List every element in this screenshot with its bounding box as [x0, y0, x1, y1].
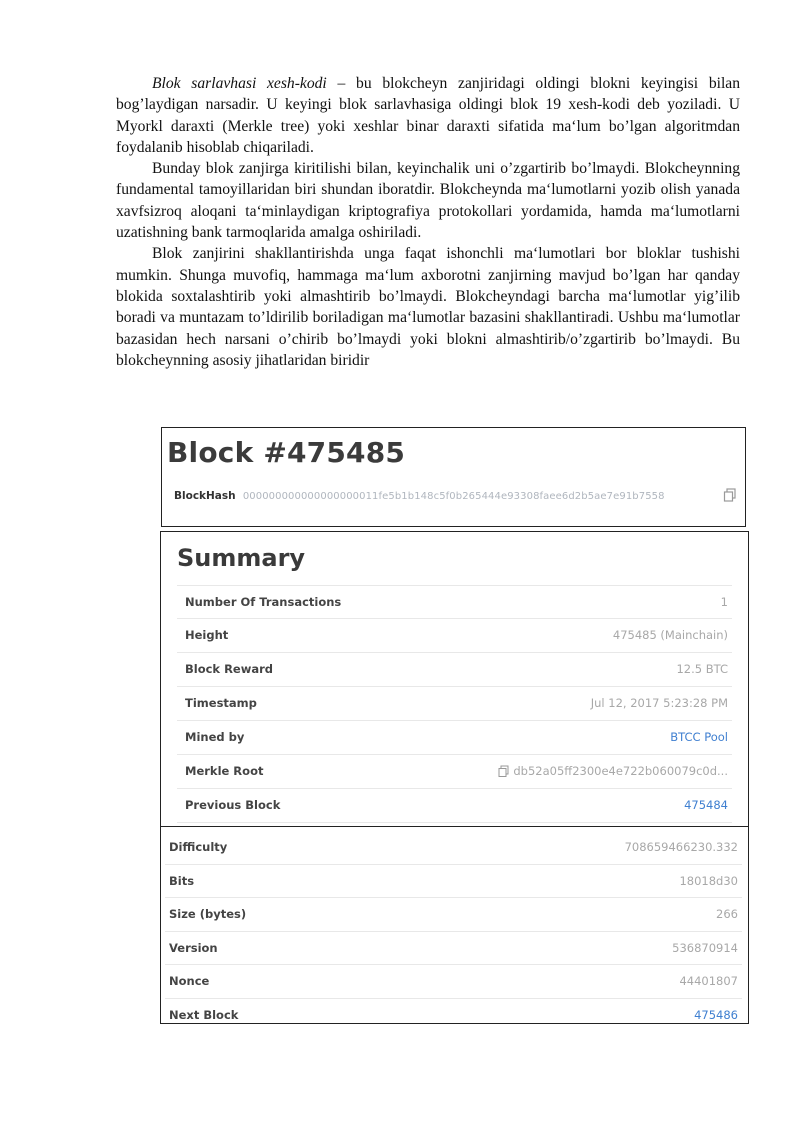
row-value: Jul 12, 2017 5:23:28 PM	[590, 696, 728, 710]
row-label: Bits	[169, 873, 195, 888]
summary-row-timestamp	[177, 687, 732, 721]
row-label: Nonce	[169, 974, 210, 989]
row-label: Timestamp	[185, 696, 257, 710]
next-block-link[interactable]: 475486	[694, 1007, 738, 1022]
summary-title: Summary	[177, 544, 306, 572]
block-title: Block #475485	[167, 436, 406, 469]
row-label: Number Of Transactions	[185, 595, 342, 609]
row-label: Difficulty	[169, 840, 228, 854]
row-value: 475485 (Mainchain)	[612, 628, 728, 642]
block-hash-value[interactable]: 000000000000000000011fe5b1b148c5f0b265444e93308faee6d2b5ae7e91b7558	[242, 491, 665, 502]
paragraph-1	[116, 73, 740, 158]
details-row-next-block	[165, 999, 742, 1033]
paragraph-2: Bunday blok zanjirga kiritilishi bilan, keyinchalik uni o’zgartirib bo’lmaydi. Blokcheynning fundamental tamoyillaridan biri shundan iboratdir. Blokcheynda ma‘lumotlarni yozib olish yanada xavfsizroq aloqani ta‘minlaydigan kriptografiya protokollari yordamida, hamda ma‘lumotlarni uzatishning bank tarmoqlarida amalga oshiriladi.	[116, 160, 740, 242]
summary-row-previous-block	[177, 789, 732, 823]
copy-icon[interactable]	[723, 488, 737, 502]
merkle-root-text: db52a05ff2300e4e722b060079c0d...	[513, 764, 728, 778]
row-value: 1	[720, 595, 728, 609]
summary-row-mined-by	[177, 721, 732, 755]
details-row-size	[165, 898, 742, 932]
summary-rows	[177, 585, 732, 823]
previous-block-link[interactable]: 475484	[684, 798, 728, 812]
row-label: Size (bytes)	[169, 907, 247, 922]
row-value: 266	[716, 907, 738, 922]
block-header-panel	[161, 427, 746, 527]
row-label: Previous Block	[185, 798, 281, 812]
row-label: Block Reward	[185, 662, 274, 676]
row-value: 12.5 BTC	[676, 662, 728, 676]
summary-row-transactions	[177, 585, 732, 619]
block-hash-label: BlockHash	[174, 490, 236, 502]
details-row-version	[165, 932, 742, 966]
term-block-header-hash: Blok sarlavhasi xesh-kodi	[152, 75, 327, 92]
summary-row-merkle-root	[177, 755, 732, 789]
row-label: Height	[185, 628, 229, 642]
details-row-difficulty	[165, 831, 742, 865]
row-label: Next Block	[169, 1007, 239, 1022]
merkle-root-value	[498, 764, 728, 778]
summary-row-height	[177, 619, 732, 653]
details-panel	[160, 826, 749, 1024]
paragraph-3: Blok zanjirini shakllantirishda unga faqat ishonchli ma‘lumotlari bor bloklar tushishi mumkin. Shunga muvofiq, hammaga ma‘lum axborotni zanjirning mavjud bo’lgan har qanday blokida soxtalashtirib yoki almashtirib bo’lmaydi. Blokcheyndagi barcha ma‘lumotlar yig’ilib boradi va muntazam to’ldirilib boriladigan ma‘lumotlar bazasini shakllantiradi. Ushbu ma‘lumotlar bazasidan hech narsani o’chirib bo’lmaydi yoki blokni almashtirib/o’zgartirib bo’lmaydi. Bu blokcheynning asosiy jihatlaridan biridir	[116, 245, 740, 369]
row-value: 18018d30	[679, 873, 738, 888]
row-value: 44401807	[679, 974, 738, 989]
row-label: Mined by	[185, 730, 245, 744]
row-value: 708659466230.332	[624, 840, 738, 854]
block-hash-row	[174, 490, 739, 502]
row-value: 536870914	[672, 940, 738, 955]
row-label: Merkle Root	[185, 764, 264, 778]
summary-panel	[160, 531, 749, 827]
paragraph-1-text: – bu blokcheyn zanjiridagi oldingi blokni keyingisi bilan bog’laydigan narsadir. U keyingi blok sarlavhasiga oldingi blok 19 xesh-kodi deb yoziladi. U Myorkl daraxti (Merkle tree) yoki xeshlar binar daraxti sifatida ma‘lum bo’lgan algoritmdan foydalanib hisoblab chiqariladi.	[116, 75, 740, 156]
details-row-bits	[165, 865, 742, 899]
copy-icon[interactable]	[498, 765, 509, 777]
body-text	[116, 73, 740, 371]
mined-by-link[interactable]: BTCC Pool	[670, 730, 728, 744]
summary-row-block-reward	[177, 653, 732, 687]
details-rows	[165, 831, 742, 1033]
row-label: Version	[169, 940, 218, 955]
details-row-nonce	[165, 965, 742, 999]
